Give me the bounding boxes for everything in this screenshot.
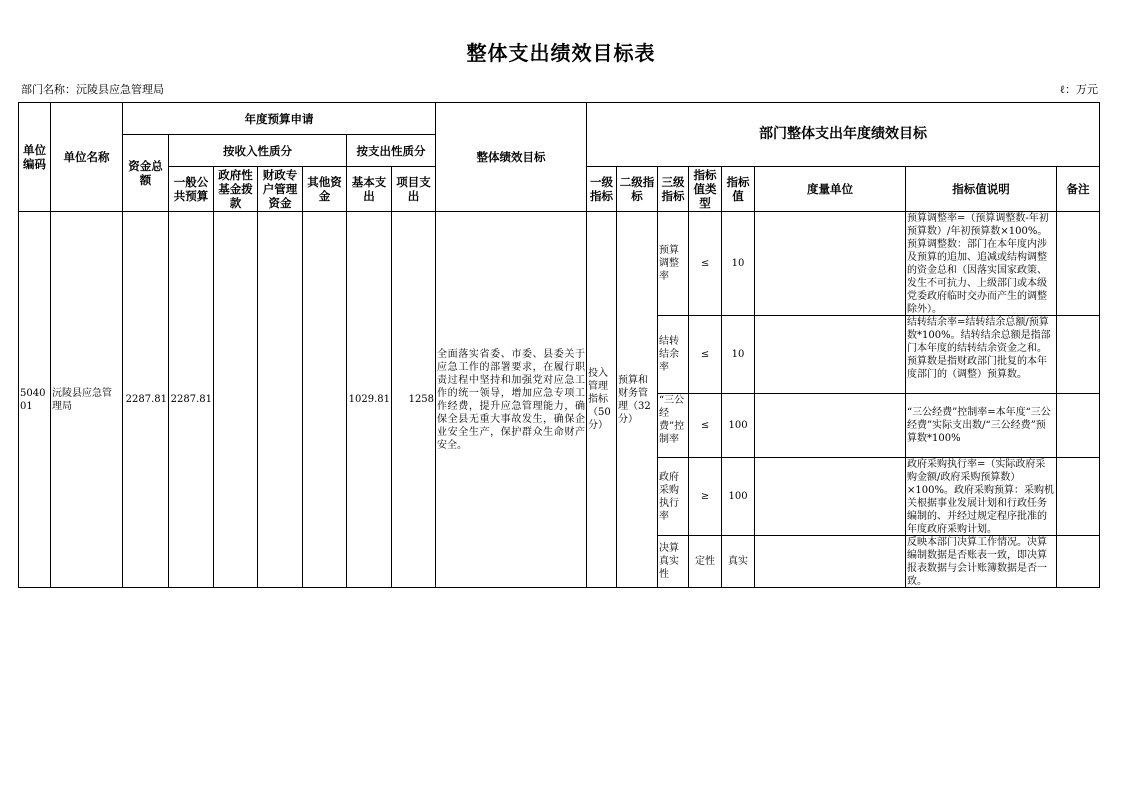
cell-remark — [1057, 394, 1100, 458]
cell-ind-value: 10 — [722, 316, 755, 394]
cell-remark — [1057, 536, 1100, 588]
header-measure-unit: 度量单位 — [755, 167, 906, 212]
header-unit-code: 单位编码 — [19, 103, 51, 212]
cell-measure-unit — [755, 316, 906, 394]
header-total-funds: 资金总额 — [123, 135, 169, 212]
cell-basic-exp: 1029.81 — [347, 212, 392, 588]
header-gov-fund: 政府性基金拨款 — [214, 167, 258, 212]
header-dept-goal: 部门整体支出年度绩效目标 — [587, 103, 1100, 167]
header-unit-name: 单位名称 — [51, 103, 123, 212]
header-basic-exp: 基本支出 — [347, 167, 392, 212]
cell-ind-desc: 政府采购执行率=（实际政府采购金额/政府采购预算数）×100%。政府采购预算：采购机关根据事业发展计划和行政任务编制的、并经过规定程序批准的年度政府采购计划。 — [907, 459, 1054, 535]
cell-level2: 预算和财务管理（32分） — [617, 212, 658, 588]
cell-remark — [1057, 316, 1100, 394]
cell-ind-type: ≤ — [689, 212, 722, 316]
cell-ind-type: ≤ — [689, 394, 722, 458]
cell-ind-desc: “三公经费”控制率=本年度“三公经费”实际支出数/“三公经费”预算数*100% — [907, 407, 1051, 444]
cell-other-funds — [303, 212, 347, 588]
cell-level3: “三公经费”控制率 — [659, 395, 685, 445]
cell-ind-value: 真实 — [722, 536, 755, 588]
header-overall-goal: 整体绩效目标 — [436, 103, 587, 212]
cell-ind-value: 100 — [722, 458, 755, 536]
header-level3: 三级指标 — [658, 167, 689, 212]
header-project-exp: 项目支出 — [392, 167, 436, 212]
header-remark: 备注 — [1057, 167, 1100, 212]
cell-ind-type: ≤ — [689, 316, 722, 394]
unit-label: ℓ：万元 — [1059, 83, 1098, 96]
cell-remark — [1057, 212, 1100, 316]
header-general-budget: 一般公共预算 — [169, 167, 214, 212]
cell-level1: 投入管理指标（50分） — [587, 212, 617, 588]
header-annual-budget: 年度预算申请 — [123, 103, 436, 135]
header-by-income: 按收入性质分 — [169, 135, 347, 167]
cell-total-funds: 2287.81 — [123, 212, 169, 588]
header-by-expense: 按支出性质分 — [347, 135, 436, 167]
header-ind-value: 指标值 — [722, 167, 755, 212]
cell-measure-unit — [755, 394, 906, 458]
cell-project-exp: 1258 — [392, 212, 436, 588]
cell-level3: 预算调整率 — [658, 212, 689, 316]
page-title: 整体支出绩效目标表 — [466, 41, 656, 65]
cell-unit-name: 沅陵县应急管理局 — [51, 212, 123, 588]
cell-overall-goal: 全面落实省委、市委、县委关于应急工作的部署要求，在履行职责过程中坚持和加强党对应急工作的统一领导，增加应急专项工作经费，提升应急管理能力，确保全县无重大事故发生，确保企业安全生产，保护群众生命财产安全。 — [436, 212, 587, 588]
header-other-funds: 其他资金 — [303, 167, 347, 212]
cell-ind-type: 定性 — [689, 536, 722, 588]
cell-remark — [1057, 458, 1100, 536]
header-level1: 一级指标 — [587, 167, 617, 212]
header-ind-type: 指标值类型 — [689, 167, 722, 212]
cell-measure-unit — [755, 536, 906, 588]
cell-ind-desc: 反映本部门决算工作情况。决算编制数据是否账表一致，即决算报表数据与会计账簿数据是否一致。 — [907, 537, 1048, 587]
cell-level3: 决算真实性 — [658, 536, 689, 588]
cell-ind-desc: 预算调整率=（预算调整数-年初预算数）/年初预算数×100%。预算调整数：部门在本年度内涉及预算的追加、追减或结构调整的资金总和（因落实国家政策、发生不可抗力、上级部门或本级党委政府临时交办而产生的调整除外）。 — [907, 213, 1049, 315]
department-label: 部门名称：沅陵县应急管理局 — [21, 83, 164, 96]
header-level2: 二级指标 — [617, 167, 658, 212]
header-special-account: 财政专户管理资金 — [258, 167, 303, 212]
cell-level3: 政府采购执行率 — [658, 458, 689, 536]
cell-special-account — [258, 212, 303, 588]
header-ind-desc: 指标值说明 — [906, 167, 1057, 212]
performance-table — [18, 102, 1100, 588]
cell-ind-type: ≥ — [689, 458, 722, 536]
cell-ind-desc: 结转结余率=结转结余总额/预算数*100%。结转结余总额是指部门本年度的结转结余资金之和。预算数是指财政部门批复的本年度部门的（调整）预算数。 — [907, 317, 1051, 380]
cell-gov-fund — [214, 212, 258, 588]
cell-general-budget: 2287.81 — [169, 212, 214, 588]
cell-ind-value: 100 — [722, 394, 755, 458]
table-row — [19, 212, 1100, 316]
cell-level3: 结转结余率 — [658, 316, 689, 394]
cell-unit-code: 504001 — [19, 212, 51, 588]
cell-measure-unit — [755, 212, 906, 316]
cell-ind-value: 10 — [722, 212, 755, 316]
cell-measure-unit — [755, 458, 906, 536]
